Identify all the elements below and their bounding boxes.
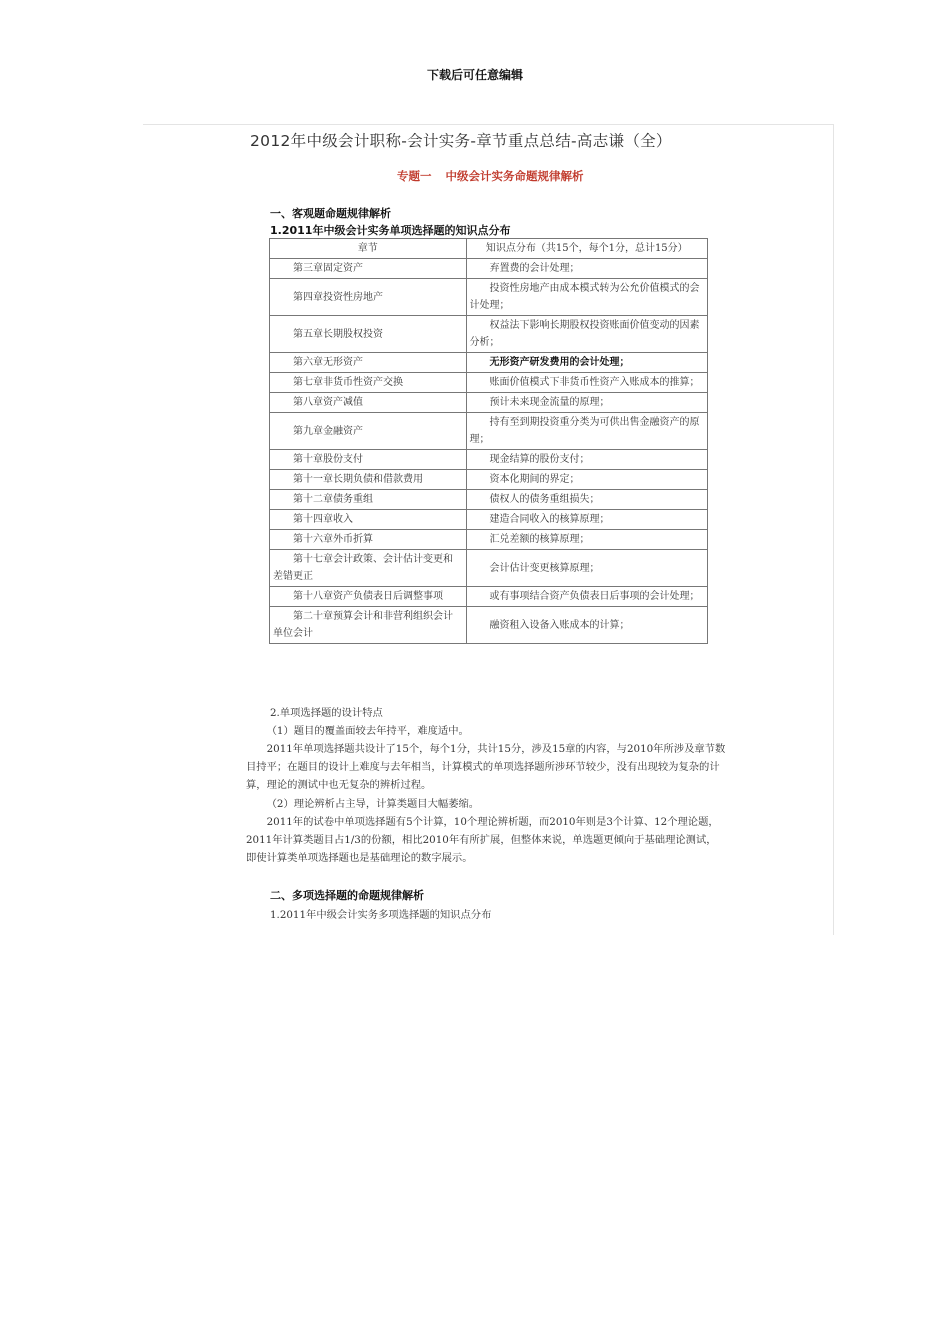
table-header-chapter: 章节 xyxy=(270,239,467,259)
table-row xyxy=(270,490,708,510)
table-row xyxy=(270,587,708,607)
knowledge-point-cell: 资本化期间的界定； xyxy=(466,470,707,490)
chapter-cell: 第十四章收入 xyxy=(270,510,467,530)
chapter-cell: 第十七章会计政策、会计估计变更和差错更正 xyxy=(270,550,467,587)
knowledge-point-cell: 预计未来现金流量的原理； xyxy=(466,393,707,413)
document-title: 2012年中级会计职称-会计实务-章节重点总结-高志谦（全） xyxy=(250,132,672,150)
table-row xyxy=(270,393,708,413)
paragraph-point-2: （2）理论辨析占主导，计算类题目大幅萎缩。 xyxy=(266,798,480,810)
paragraph-point-1-detail: 2011年单项选择题共设计了15个，每个1分，共计15分，涉及15章的内容，与2010年所涉及章节数目持平；在题目的设计上难度与去年相当，计算模式的单项选择题所涉环节较少，没有出现较为复杂的计算，理论的测试中也无复杂的辨析过程。 xyxy=(246,743,726,791)
table-row xyxy=(270,607,708,644)
table-row xyxy=(270,530,708,550)
chapter-cell: 第十六章外币折算 xyxy=(270,530,467,550)
table-row xyxy=(270,373,708,393)
topic-title: 中级会计实务命题规律解析 xyxy=(445,169,584,183)
table-header-points: 知识点分布（共15个，每个1分，总计15分） xyxy=(466,239,707,259)
chapter-cell: 第十一章长期负债和借款费用 xyxy=(270,470,467,490)
topic-heading xyxy=(397,168,584,184)
knowledge-point-cell: 弃置费的会计处理； xyxy=(466,259,707,279)
chapter-cell: 第四章投资性房地产 xyxy=(270,279,467,316)
chapter-cell: 第二十章预算会计和非营利组织会计单位会计 xyxy=(270,607,467,644)
knowledge-point-cell: 或有事项结合资产负债表日后事项的会计处理； xyxy=(466,587,707,607)
table-row xyxy=(270,413,708,450)
paragraph-point-2-detail: 2011年的试卷中单项选择题有5个计算，10个理论辨析题，而2010年则是3个计算、12个理论题，2011年计算类题目占1/3的份额，相比2010年有所扩展，但整体来说，单选题更倾向于基础理论测试，即使计算类单项选择题也是基础理论的数字展示。 xyxy=(246,816,719,864)
paragraph-point-1: （1）题目的覆盖面较去年持平，难度适中。 xyxy=(266,725,469,737)
header-note: 下载后可任意编辑 xyxy=(426,68,523,82)
section-heading-objective: 一、客观题命题规律解析 xyxy=(270,207,391,220)
topic-label: 专题一 xyxy=(397,169,432,183)
knowledge-point-cell: 投资性房地产由成本模式转为公允价值模式的会计处理； xyxy=(466,279,707,316)
chapter-cell: 第六章无形资产 xyxy=(270,353,467,373)
chapter-cell: 第五章长期股权投资 xyxy=(270,316,467,353)
knowledge-point-cell: 账面价值模式下非货币性资产入账成本的推算； xyxy=(466,373,707,393)
chapter-cell: 第十八章资产负债表日后调整事项 xyxy=(270,587,467,607)
chapter-cell: 第三章固定资产 xyxy=(270,259,467,279)
subheading-design-features: 2.单项选择题的设计特点 xyxy=(270,707,383,719)
chapter-cell: 第九章金融资产 xyxy=(270,413,467,450)
table-row xyxy=(270,550,708,587)
table-header-row xyxy=(270,239,708,259)
knowledge-point-cell: 无形资产研发费用的会计处理； xyxy=(466,353,707,373)
chapter-cell: 第七章非货币性资产交换 xyxy=(270,373,467,393)
table-row xyxy=(270,353,708,373)
table-row xyxy=(270,510,708,530)
chapter-cell: 第十章股份支付 xyxy=(270,450,467,470)
knowledge-point-cell: 权益法下影响长期股权投资账面价值变动的因素分析； xyxy=(466,316,707,353)
knowledge-point-cell: 融资租入设备入账成本的计算； xyxy=(466,607,707,644)
chapter-cell: 第八章资产减值 xyxy=(270,393,467,413)
table-row xyxy=(270,470,708,490)
knowledge-point-cell: 会计估计变更核算原理； xyxy=(466,550,707,587)
table-row xyxy=(270,279,708,316)
knowledge-point-table xyxy=(269,238,708,644)
subheading-multiple-choice-distribution: 1.2011年中级会计实务多项选择题的知识点分布 xyxy=(270,909,492,921)
table-row xyxy=(270,316,708,353)
knowledge-point-cell: 建造合同收入的核算原理； xyxy=(466,510,707,530)
subheading-single-choice-distribution: 1.2011年中级会计实务单项选择题的知识点分布 xyxy=(270,224,511,237)
section-heading-multiple-choice: 二、多项选择题的命题规律解析 xyxy=(270,889,424,902)
chapter-cell: 第十二章债务重组 xyxy=(270,490,467,510)
knowledge-point-cell: 汇兑差额的核算原理； xyxy=(466,530,707,550)
table-row xyxy=(270,259,708,279)
table-row xyxy=(270,450,708,470)
knowledge-point-cell: 债权人的债务重组损失； xyxy=(466,490,707,510)
knowledge-point-cell: 持有至到期投资重分类为可供出售金融资产的原理； xyxy=(466,413,707,450)
knowledge-point-cell: 现金结算的股份支付； xyxy=(466,450,707,470)
